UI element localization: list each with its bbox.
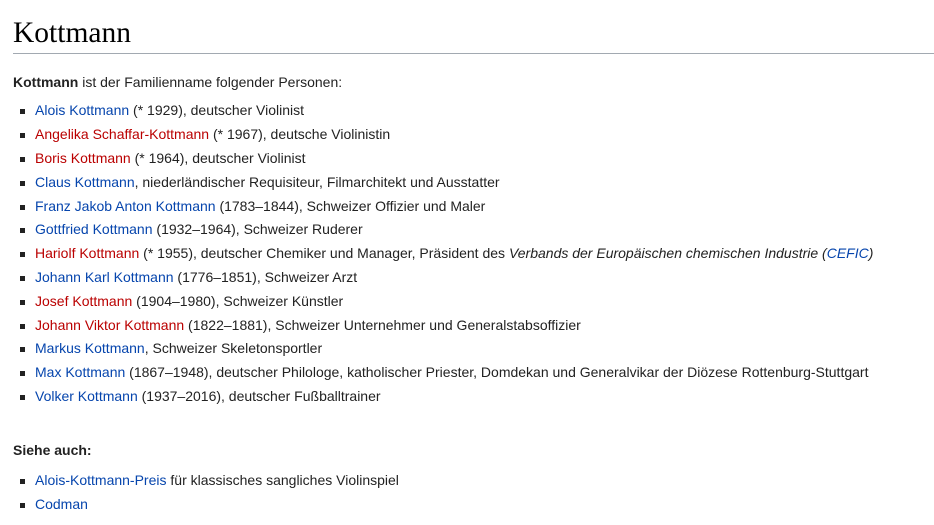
list-item	[35, 361, 934, 385]
bullet-icon	[20, 276, 25, 281]
list-item	[35, 385, 934, 409]
person-link[interactable]: Alois Kottmann	[35, 102, 130, 119]
see-also-link[interactable]: Codman	[35, 495, 88, 512]
bullet-icon	[20, 503, 25, 508]
bullet-icon	[20, 181, 25, 186]
list-item	[35, 218, 934, 242]
see-also-desc: für klassisches sangliches Violinspiel	[166, 471, 399, 488]
bullet-icon	[20, 395, 25, 400]
list-item	[35, 99, 934, 123]
people-list	[13, 99, 934, 408]
article-content	[13, 0, 934, 516]
person-desc: , niederländischer Requisiteur, Filmarchitekt und Ausstatter	[134, 173, 500, 190]
list-item	[35, 493, 934, 517]
list-item	[35, 242, 934, 266]
person-desc: (1937–2016), deutscher Fußballtrainer	[137, 387, 381, 404]
person-desc: (1783–1844), Schweizer Offizier und Maler	[215, 197, 486, 214]
organization-name: Verbands der Europäischen chemischen Industrie (	[508, 245, 827, 262]
person-link[interactable]: Johann Viktor Kottmann	[35, 316, 185, 333]
person-link[interactable]: Johann Karl Kottmann	[35, 268, 174, 285]
list-item	[35, 147, 934, 171]
person-desc: (* 1929), deutscher Violinist	[129, 102, 305, 119]
person-desc: (* 1955), deutscher Chemiker und Manager, Präsident des	[139, 245, 509, 262]
cefic-link[interactable]: CEFIC	[826, 245, 869, 262]
bullet-icon	[20, 347, 25, 352]
bullet-icon	[20, 252, 25, 257]
person-link[interactable]: Volker Kottmann	[35, 387, 138, 404]
intro-text: ist der Familienname folgender Personen:	[78, 74, 343, 91]
list-item	[35, 123, 934, 147]
person-link[interactable]: Josef Kottmann	[35, 292, 133, 309]
person-desc: (* 1964), deutscher Violinist	[130, 149, 306, 166]
bullet-icon	[20, 300, 25, 305]
person-desc: (1822–1881), Schweizer Unternehmer und Generalstabsoffizier	[184, 316, 581, 333]
bullet-icon	[20, 371, 25, 376]
see-also-list	[13, 469, 934, 517]
person-link[interactable]: Franz Jakob Anton Kottmann	[35, 197, 216, 214]
organization-close: )	[868, 245, 874, 262]
person-link[interactable]: Boris Kottmann	[35, 149, 131, 166]
person-link[interactable]: Hariolf Kottmann	[35, 245, 140, 262]
person-link[interactable]: Markus Kottmann	[35, 340, 145, 357]
person-desc: (1904–1980), Schweizer Künstler	[132, 292, 344, 309]
list-item	[35, 266, 934, 290]
bullet-icon	[20, 109, 25, 114]
person-link[interactable]: Claus Kottmann	[35, 173, 135, 190]
person-link[interactable]: Angelika Schaffar-Kottmann	[35, 126, 210, 143]
person-desc: , Schweizer Skeletonsportler	[144, 340, 323, 357]
list-item	[35, 314, 934, 338]
list-item	[35, 171, 934, 195]
see-also-heading: Siehe auch:	[13, 441, 92, 458]
intro-paragraph	[13, 71, 934, 93]
bullet-icon	[20, 479, 25, 484]
bullet-icon	[20, 205, 25, 210]
person-desc: (1776–1851), Schweizer Arzt	[173, 268, 358, 285]
page-title: Kottmann	[13, 0, 934, 54]
list-item	[35, 469, 934, 493]
list-item	[35, 195, 934, 219]
person-link[interactable]: Max Kottmann	[35, 364, 126, 381]
person-link[interactable]: Gottfried Kottmann	[35, 221, 153, 238]
see-also-link[interactable]: Alois-Kottmann-Preis	[35, 471, 167, 488]
bullet-icon	[20, 157, 25, 162]
list-item	[35, 290, 934, 314]
bullet-icon	[20, 133, 25, 138]
bullet-icon	[20, 228, 25, 233]
bullet-icon	[20, 324, 25, 329]
intro-bold-name: Kottmann	[13, 74, 79, 91]
person-desc: (1867–1948), deutscher Philologe, katholischer Priester, Domdekan und Generalvikar der Diözese Rottenburg-Stuttgart	[125, 364, 869, 381]
person-desc: (* 1967), deutsche Violinistin	[209, 126, 391, 143]
list-item	[35, 337, 934, 361]
person-desc: (1932–1964), Schweizer Ruderer	[152, 221, 363, 238]
